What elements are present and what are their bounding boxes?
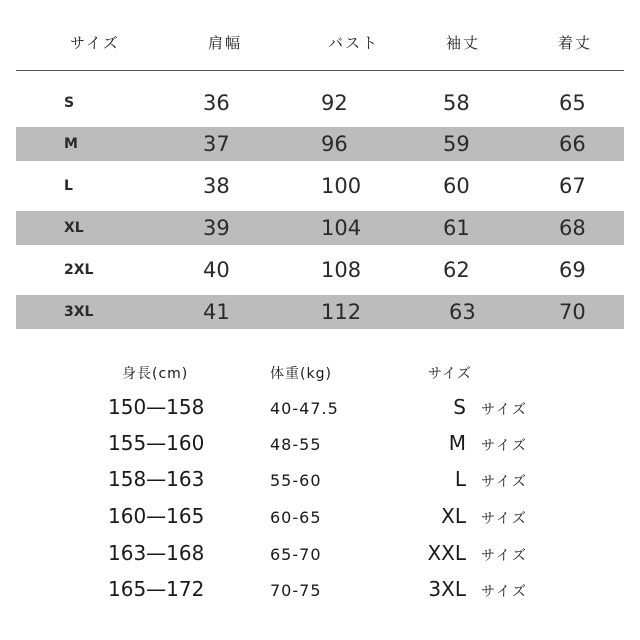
weight-range: 48-55: [270, 435, 322, 454]
shoulder-cell: 37: [203, 132, 230, 156]
size-cell: S: [64, 95, 75, 111]
list-item: [0, 539, 640, 575]
height-range: 165—172: [108, 577, 205, 601]
shoulder-cell: 39: [203, 216, 230, 240]
header-shoulder: 肩幅: [208, 34, 243, 52]
recommended-size: XL: [441, 504, 466, 528]
bust-cell: 104: [321, 216, 362, 240]
size-suffix: サイズ: [481, 402, 528, 418]
bust-cell: 92: [321, 91, 348, 115]
sleeve-cell: 60: [443, 174, 470, 198]
header-weight: 体重(kg): [270, 366, 332, 382]
length-cell: 68: [559, 216, 586, 240]
bust-cell: 96: [321, 132, 348, 156]
header-recommended-size: サイズ: [428, 366, 472, 382]
size-suffix: サイズ: [481, 511, 528, 527]
length-cell: 67: [559, 174, 586, 198]
table-row: [16, 169, 624, 203]
height-range: 150—158: [108, 395, 205, 419]
header-size: サイズ: [70, 34, 120, 52]
list-item: [0, 393, 640, 429]
height-range: 158—163: [108, 467, 205, 491]
size-suffix: サイズ: [481, 548, 528, 564]
shoulder-cell: 38: [203, 174, 230, 198]
list-item: [0, 502, 640, 538]
shoulder-cell: 41: [203, 300, 230, 324]
recommended-size: XXL: [427, 541, 466, 565]
length-cell: 69: [559, 258, 586, 282]
weight-range: 65-70: [270, 545, 322, 564]
header-length: 着丈: [558, 34, 593, 52]
height-range: 160—165: [108, 504, 205, 528]
weight-range: 55-60: [270, 471, 322, 490]
recommended-size: 3XL: [428, 577, 466, 601]
table-row: [16, 211, 624, 245]
table-row: [16, 295, 624, 329]
size-cell: L: [64, 178, 73, 194]
sleeve-cell: 63: [449, 300, 476, 324]
shoulder-cell: 40: [203, 258, 230, 282]
table-row: [16, 86, 624, 120]
weight-range: 70-75: [270, 581, 322, 600]
height-range: 163—168: [108, 541, 205, 565]
size-suffix: サイズ: [481, 584, 528, 600]
weight-range: 40-47.5: [270, 399, 339, 418]
list-item: [0, 575, 640, 611]
size-suffix: サイズ: [481, 474, 528, 490]
sleeve-cell: 61: [443, 216, 470, 240]
recommended-size: M: [448, 431, 466, 455]
recommended-size: S: [453, 395, 466, 419]
size-cell: M: [64, 136, 78, 152]
sleeve-cell: 62: [443, 258, 470, 282]
list-item: [0, 465, 640, 501]
weight-range: 60-65: [270, 508, 322, 527]
list-item: [0, 429, 640, 465]
length-cell: 70: [559, 300, 586, 324]
recommended-size: L: [454, 467, 466, 491]
header-sleeve: 袖丈: [446, 34, 481, 52]
bust-cell: 112: [321, 300, 362, 324]
size-suffix: サイズ: [481, 438, 528, 454]
height-range: 155—160: [108, 431, 205, 455]
size-cell: 3XL: [64, 304, 94, 320]
table-row: [16, 127, 624, 161]
bust-cell: 100: [321, 174, 362, 198]
sleeve-cell: 59: [443, 132, 470, 156]
table-row: [16, 253, 624, 287]
size-table-header: [0, 20, 640, 64]
sleeve-cell: 58: [443, 91, 470, 115]
bust-cell: 108: [321, 258, 362, 282]
shoulder-cell: 36: [203, 91, 230, 115]
header-divider: [16, 70, 624, 71]
length-cell: 66: [559, 132, 586, 156]
length-cell: 65: [559, 91, 586, 115]
header-height: 身長(cm): [122, 366, 189, 382]
size-cell: 2XL: [64, 262, 94, 278]
header-bust: バスト: [328, 34, 380, 52]
size-cell: XL: [64, 220, 84, 236]
